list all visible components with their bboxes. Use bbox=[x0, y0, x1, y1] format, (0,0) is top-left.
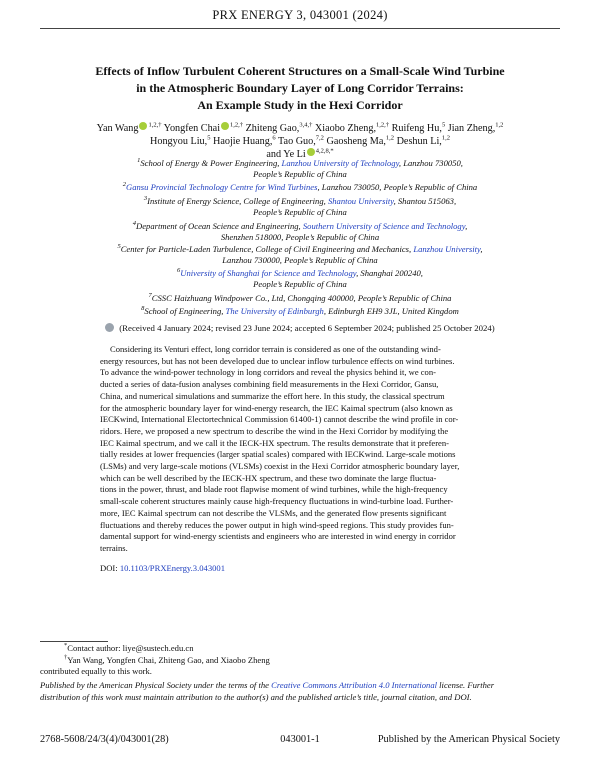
doi-link[interactable]: 10.1103/PRXEnergy.3.043001 bbox=[119, 563, 226, 573]
header-rule bbox=[40, 28, 560, 29]
author-affil-sup: 1,2,† bbox=[230, 121, 244, 129]
author-name: Hongyou Liu, bbox=[150, 135, 208, 147]
affiliation-5 bbox=[40, 244, 560, 267]
author-affil-sup: 7,2 bbox=[315, 134, 324, 142]
author-affil-sup: 1,2 bbox=[385, 134, 395, 142]
affiliation-6 bbox=[40, 268, 560, 291]
affiliation-2 bbox=[40, 182, 560, 193]
affil-text: Institute of Energy Science, College of Engineering, bbox=[147, 196, 328, 206]
author-name: Ye Li bbox=[283, 149, 306, 160]
equal-contribution-text: contributed equally to this work. bbox=[40, 666, 152, 676]
footnote-mark: † bbox=[64, 653, 68, 661]
abstract bbox=[100, 344, 506, 555]
affil-link[interactable]: University of Shanghai for Science and Technology bbox=[180, 268, 357, 278]
abstract-line: which can be well described by the IECK-HX spectrum, and these two dominate the large fluctua- bbox=[100, 472, 437, 483]
author-name: Tao Guo, bbox=[278, 135, 316, 147]
title-line: An Example Study in the Hexi Corridor bbox=[197, 98, 403, 112]
affil-number: 1 bbox=[137, 157, 141, 165]
affil-number: 2 bbox=[122, 181, 126, 189]
affil-text: , Edinburgh EH9 3JL, United Kingdom bbox=[323, 306, 459, 316]
affil-text: People’s Republic of China bbox=[253, 207, 347, 218]
affil-text: Center for Particle-Laden Turbulence, College of Civil Engineering and Mechanics, bbox=[120, 244, 414, 254]
contact-footnote bbox=[40, 643, 560, 655]
affil-number: 6 bbox=[177, 267, 181, 275]
author-affil-sup: 5 bbox=[207, 134, 211, 142]
affil-link[interactable]: Shantou University bbox=[327, 196, 394, 206]
affiliation-4 bbox=[40, 221, 560, 244]
affil-link[interactable]: Southern University of Science and Technology bbox=[302, 221, 466, 231]
abstract-line: energy resources, but has not been developed due to unclear inflow turbulence effects on wind turbines. bbox=[100, 355, 455, 366]
title-line: Effects of Inflow Turbulent Coherent Structures on a Small-Scale Wind Turbine bbox=[95, 64, 505, 78]
author-affil-sup: 6 bbox=[272, 134, 276, 142]
abstract-line: China, and numerical simulations and summarize the effort here. In this study, the classical spectrum bbox=[100, 390, 445, 401]
footnote-mark: * bbox=[64, 642, 68, 650]
author-affil-sup: 1,2 bbox=[495, 121, 504, 129]
author-affil-sup: 1,2 bbox=[441, 134, 450, 142]
affil-text: Shenzhen 518000, People’s Republic of China bbox=[220, 232, 380, 243]
affil-number: 3 bbox=[143, 195, 148, 203]
affil-text: , Lanzhou 730050, bbox=[398, 158, 463, 168]
abstract-line: Considering its Venturi effect, long corridor terrain is considered as one of the outstanding wind- bbox=[110, 344, 441, 354]
affil-number: 7 bbox=[148, 292, 152, 300]
affiliation-8 bbox=[40, 306, 560, 317]
affil-link[interactable]: Lanzhou University bbox=[413, 244, 481, 254]
author-name: Yongfen Chai bbox=[163, 123, 221, 134]
author-line-1 bbox=[40, 122, 560, 136]
publication-note bbox=[40, 680, 560, 703]
footer-publisher: Published by the American Physical Society bbox=[377, 734, 560, 745]
abstract-line: for the atmospheric boundary layer for wind-energy research, the IEC Kaimal spectrum (also known as bbox=[100, 402, 453, 413]
author-name: Jian Zheng, bbox=[447, 123, 496, 134]
affil-link[interactable]: Lanzhou University of Technology bbox=[281, 158, 399, 168]
abstract-line: terrains. bbox=[100, 542, 128, 553]
affil-text: , bbox=[465, 221, 468, 231]
author-name: Ruifeng Hu, bbox=[391, 123, 442, 134]
affil-text: , Shantou 515063, bbox=[393, 196, 457, 206]
abstract-line: tially resides at lower frequencies (larger spatial scales) compared with IECKwind. Large-scale motions bbox=[100, 449, 456, 460]
orcid-icon[interactable] bbox=[221, 122, 229, 130]
affil-link[interactable]: The University of Edinburgh bbox=[225, 306, 324, 316]
affiliation-7 bbox=[40, 293, 560, 304]
abstract-line: ducted a series of data-fusion analyses combining field measurements in the Hexi Corridor, Gansu, bbox=[100, 379, 439, 390]
affil-text: People’s Republic of China bbox=[253, 169, 347, 180]
author-name: Zhiteng Gao, bbox=[245, 123, 300, 134]
title-line: in the Atmospheric Boundary Layer of Long Corridor Terrains: bbox=[136, 81, 464, 95]
affiliation-1 bbox=[40, 158, 560, 181]
received-text: (Received 4 January 2024; revised 23 June 2024; accepted 6 September 2024; published 25 October 2024) bbox=[119, 323, 495, 333]
affil-number: 4 bbox=[132, 220, 137, 228]
affil-text: Lanzhou 730000, People’s Republic of China bbox=[222, 255, 378, 266]
orcid-icon[interactable] bbox=[307, 148, 315, 156]
abstract-line: IECKwind, International Electortechnical Commission 61400-1) cannot describe the wind profile in cor- bbox=[100, 414, 459, 425]
affil-number: 8 bbox=[141, 305, 145, 313]
affil-link[interactable]: Gansu Provincial Technology Centre for Wind Turbines bbox=[126, 182, 318, 192]
abstract-line: IEC Kaimal spectrum, and we call it the IECK-HX spectrum. The results demonstrate that it preferen- bbox=[100, 437, 449, 448]
abstract-line: more, IEC Kaimal spectrum can not describe the VLSMs, and the generated flow presents significant bbox=[100, 507, 447, 518]
doi-label: DOI: bbox=[100, 563, 120, 573]
abstract-line: To advance the wind-power technology in long corridors and reveal the physics behind it, we con- bbox=[100, 367, 436, 378]
affil-text: School of Engineering, bbox=[144, 306, 226, 316]
license-link[interactable]: Creative Commons Attribution 4.0 International bbox=[271, 680, 438, 690]
journal-header: PRX ENERGY 3, 043001 (2024) bbox=[212, 8, 388, 22]
abstract-line: (LSMs) and very large-scale motions (VLSMs) coexist in the Hexi Corridor atmospheric boundary layer, bbox=[100, 461, 460, 472]
affil-text: Department of Ocean Science and Engineering, bbox=[136, 221, 303, 231]
author-affil-sup: 1,2,† bbox=[148, 121, 162, 129]
orcid-icon[interactable] bbox=[139, 122, 147, 130]
author-affil-sup: 4,2,8,* bbox=[315, 147, 334, 155]
author-affil-sup: 1,2,† bbox=[376, 121, 390, 129]
equal-contribution-footnote bbox=[40, 655, 560, 667]
abstract-line: small-scale coherent structures mainly cause high-frequency fluctuations in wind-turbine load. Further- bbox=[100, 496, 454, 507]
affil-text: People’s Republic of China bbox=[253, 279, 347, 290]
footer-issn: 2768-5608/24/3(4)/043001(28) bbox=[40, 734, 169, 745]
publication-text: license. Further bbox=[437, 680, 495, 690]
footer-page-number: 043001-1 bbox=[280, 734, 320, 745]
abstract-line: damental support for wind-energy scientists and engineers who are interested in wind energy in corridor bbox=[100, 531, 456, 542]
author-name: Haojie Huang, bbox=[212, 135, 273, 147]
abstract-line: ridors. Here, we proposed a new spectrum to describe the wind in the Hexi Corridor by modifying the bbox=[100, 425, 449, 436]
received-dates bbox=[40, 323, 560, 333]
affil-text: , Lanzhou 730050, People’s Republic of China bbox=[317, 182, 478, 192]
contact-text: Contact author: liye@sustech.edu.cn bbox=[67, 643, 194, 653]
equal-contribution-text: Yan Wang, Yongfen Chai, Zhiteng Gao, and Xiaobo Zheng bbox=[67, 654, 270, 665]
abstract-line: tions in the power, thrust, and blade root flapwise moment of wind turbines, while the high-frequency bbox=[100, 484, 448, 495]
publication-text: Published by the American Physical Society under the terms of the bbox=[40, 680, 272, 690]
affil-text: , Shanghai 200240, bbox=[356, 268, 423, 278]
footnote-rule bbox=[40, 641, 108, 642]
author-affil-sup: 3,4,† bbox=[299, 121, 313, 129]
footnotes bbox=[40, 643, 560, 678]
author-name: Deshun Li, bbox=[396, 135, 442, 147]
author-name: Xiaobo Zheng, bbox=[314, 123, 377, 134]
article-title bbox=[40, 63, 560, 114]
abstract-line: fluctuations and thereby reduces the power output in high wind-speed regions. This study provides fun- bbox=[100, 519, 454, 530]
author-affil-sup: 5 bbox=[441, 121, 446, 129]
affil-text: CSSC Haizhuang Windpower Co., Ltd, Chongqing 400000, People’s Republic of China bbox=[151, 293, 452, 303]
author-line-2 bbox=[40, 136, 560, 149]
doi-line bbox=[100, 563, 225, 573]
author-name: Gaosheng Ma, bbox=[326, 135, 386, 147]
check-for-updates-icon[interactable] bbox=[105, 323, 114, 332]
author-conjunction: and bbox=[266, 149, 284, 160]
publication-text: distribution of this work must maintain attribution to the author(s) and the published article’s title, journal citation, and DOI. bbox=[40, 691, 472, 702]
affiliation-3 bbox=[40, 196, 560, 219]
affil-text: , bbox=[480, 244, 483, 254]
affil-number: 5 bbox=[117, 243, 121, 251]
affil-text: School of Energy & Power Engineering, bbox=[140, 158, 282, 168]
author-name: Yan Wang bbox=[96, 123, 139, 134]
